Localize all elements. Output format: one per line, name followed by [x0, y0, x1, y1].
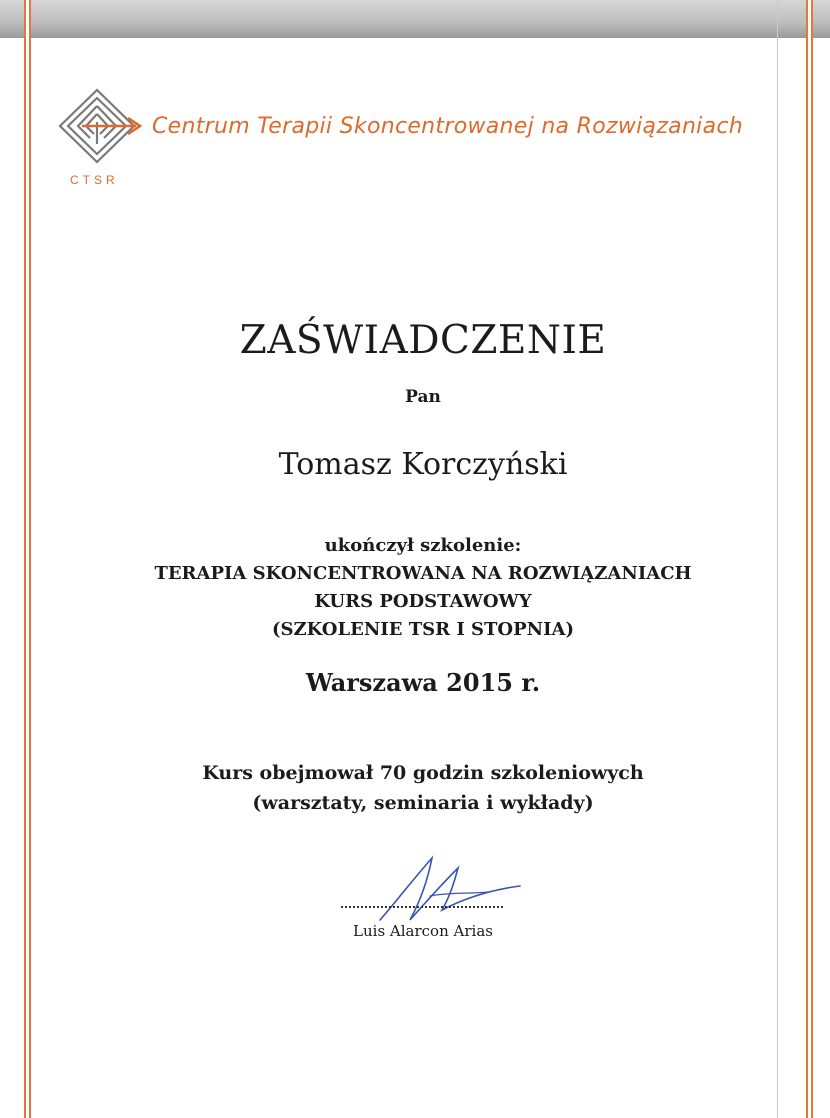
course-block: [0, 532, 830, 644]
completed-label: ukończył szkolenie:: [324, 535, 522, 556]
salutation: Pan: [405, 387, 441, 407]
scan-top-band: [0, 0, 830, 38]
certificate-title: ZAŚWIADCZENIE: [239, 318, 607, 363]
city-year: Warszawa 2015 r.: [305, 668, 541, 697]
signer-name: Luis Alarcon Arias: [353, 922, 493, 940]
organization-name: Centrum Terapii Skoncentrowanej na Rozwiązaniach: [152, 114, 744, 139]
hours-line: Kurs obejmował 70 godzin szkoleniowych: [202, 762, 644, 784]
signature-line: [341, 906, 503, 908]
ctsr-logo-icon: [52, 86, 152, 196]
logo-abbreviation: CTSR: [70, 173, 119, 187]
course-line: TERAPIA SKONCENTROWANA NA ROZWIĄZANIACH: [154, 563, 692, 584]
course-line: (SZKOLENIE TSR I STOPNIA): [271, 619, 574, 640]
course-line: KURS PODSTAWOWY: [314, 591, 532, 612]
handwritten-signature: [370, 848, 530, 928]
hours-block: [0, 758, 830, 818]
hours-line: (warsztaty, seminaria i wykłady): [252, 792, 594, 814]
recipient-name: Tomasz Korczyński: [278, 447, 568, 482]
